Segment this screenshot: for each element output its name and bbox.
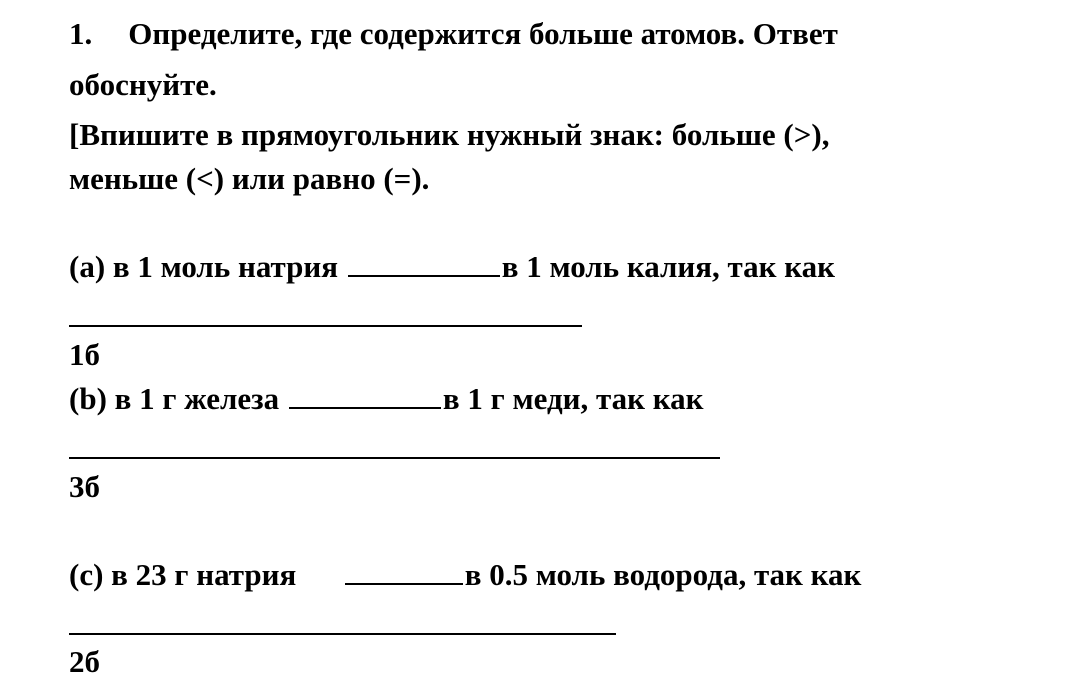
item-a-reason-line[interactable]: [69, 325, 582, 327]
item-b-right-text: в 1 г меди, так как: [442, 381, 704, 416]
item-a-sign-blank[interactable]: [348, 274, 500, 277]
item-c-points: 2б: [69, 644, 100, 679]
question-number: 1.: [69, 16, 93, 51]
item-a-left-text: (a) в 1 моль натрия: [69, 249, 346, 284]
question-title-line-2: обоснуйте.: [69, 67, 217, 102]
item-b-reason-line[interactable]: [69, 457, 720, 459]
question-text: Определите, где содержится больше атомов. Ответ: [128, 16, 838, 51]
item-b-sign-blank[interactable]: [289, 406, 441, 409]
item-c-reason-line[interactable]: [69, 633, 616, 635]
instruction-line-1: [Впишите в прямоугольник нужный знак: больше (>),: [69, 117, 830, 152]
item-a-statement: [69, 251, 835, 282]
item-a-points: 1б: [69, 337, 100, 372]
item-b-left-text: (b) в 1 г железа: [69, 381, 287, 416]
item-a-right-text: в 1 моль калия, так как: [501, 249, 836, 284]
item-b-statement: [69, 383, 703, 414]
item-c-sign-blank[interactable]: [345, 582, 463, 585]
instruction-line-2: меньше (<) или равно (=).: [69, 161, 430, 196]
item-c-statement: [69, 559, 861, 590]
item-c-left-text: (c) в 23 г натрия: [69, 557, 343, 592]
item-c-right-text: в 0.5 моль водорода, так как: [464, 557, 862, 592]
question-title-line-1: [69, 18, 838, 49]
item-b-points: 3б: [69, 469, 100, 504]
